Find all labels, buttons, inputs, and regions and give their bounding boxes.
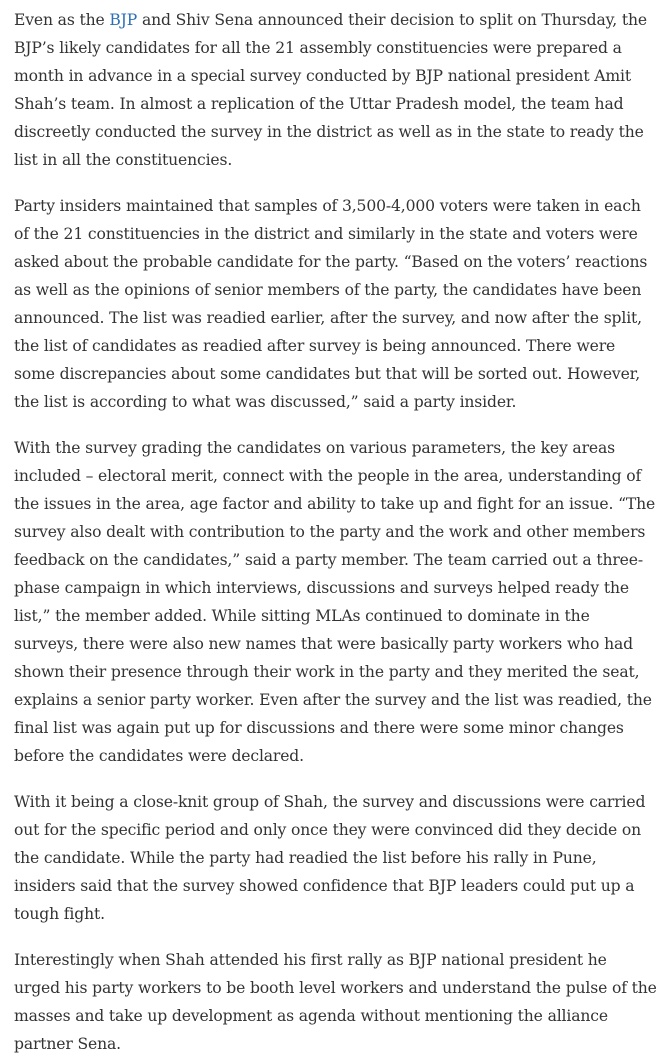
paragraph-2: Party insiders maintained that samples of 3,500-4,000 voters were taken in each of the 21 constituencies in the district and similarly in the state and voters were asked about the probable candidate for the party. “Based on the voters’ reactions as well as the opinions of senior members of the party, the candidates have been announced. The list was readied earlier, after the survey, and now after the split, the list of candidates as readied after survey is being announced. There were some discrepancies about some candidates but that will be sorted out. However, the list is according to what was discussed,” said a party insider. [14,197,648,411]
paragraph-4: With it being a close-knit group of Shah, the survey and discussions were carried out for the specific period and only once they were convinced did they decide on the candidate. While the party had readied the list before his rally in Pune, insiders said that the survey showed confidence that BJP leaders could put up a tough fight. [14,793,646,923]
paragraph-5: Interestingly when Shah attended his first rally as BJP national president he urged his party workers to be booth level workers and understand the pulse of the masses and take up development as agenda without mentioning the alliance partner Sena. [14,951,657,1053]
paragraph-1-lead: Even as the [14,11,110,29]
paragraph-3: With the survey grading the candidates on various parameters, the key areas included – electoral merit, connect with the people in the area, understanding of the issues in the area, age factor and ability to take up and fight for an issue. “The survey also dealt with contribution to the party and the work and other members feedback on the candidates,” said a party member. The team carried out a three-phase campaign in which interviews, discussions and surveys helped ready the list,” the member added. While sitting MLAs continued to dominate in the surveys, there were also new names that were basically party workers who had shown their presence through their work in the party and they merited the seat, explains a senior party worker. Even after the survey and the list was readied, the final list was again put up for discussions and there were some minor changes before the candidates were declared. [14,439,656,765]
paragraph-1 [14,6,657,174]
bjp-link[interactable]: BJP [109,11,138,29]
paragraph-1-text: and Shiv Sena announced their decision to split on Thursday, the BJP’s likely candidates for all the 21 assembly constituencies were prepared a month in advance in a special survey conducted by BJP national president Amit Shah’s team. In almost a replication of the Uttar Pradesh model, the team had discreetly conducted the survey in the district as well as in the state to ready the list in all the constituencies. [14,11,647,169]
